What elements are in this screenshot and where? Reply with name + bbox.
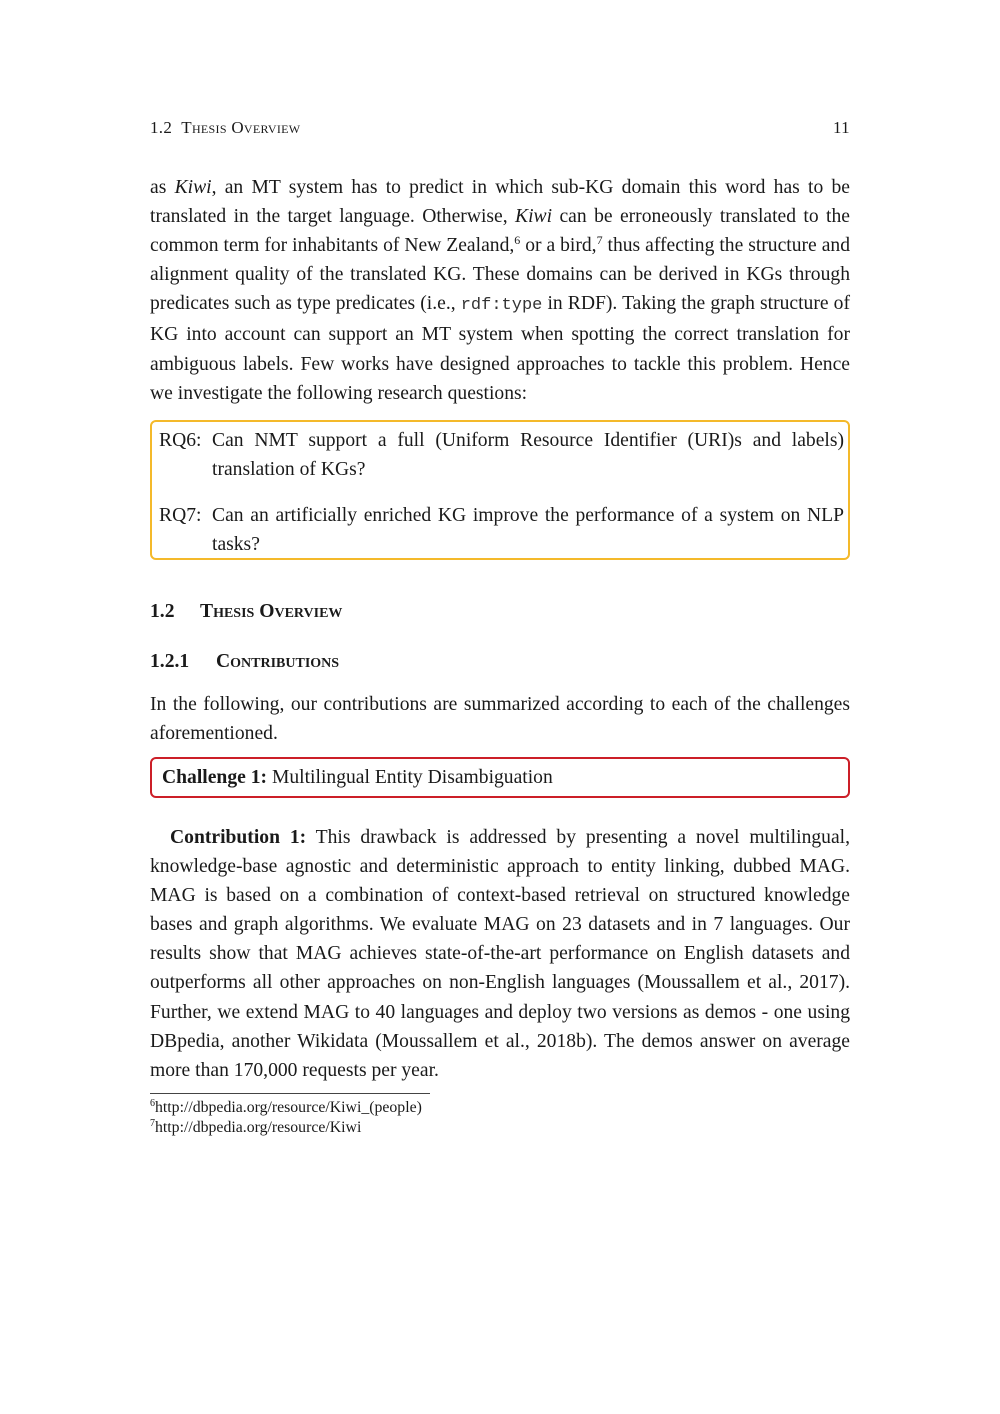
challenge-text: Multilingual Entity Disambiguation <box>271 767 553 788</box>
research-questions-box <box>150 420 850 560</box>
contributions-intro: In the following, our contributions are summarized according to each of the challenges aforementioned. <box>150 694 850 745</box>
running-head <box>150 118 850 140</box>
kiwi-term: Kiwi <box>515 206 553 228</box>
running-head-title: 1.2 Thesis Overview <box>150 118 301 137</box>
rq-text: Can NMT support a full (Uniform Resource Identifier (URI)s and labels) translation of KGs? <box>212 430 844 481</box>
rq-id: RQ6: <box>159 430 202 451</box>
contribution-text: This drawback is addressed by presenting a novel multilingual, knowledge-base agnostic and deterministic approach to entity linking, dubbed MAG. MAG is based on a combination of context-based retrieval on structured knowledge bases and graph algorithms. We evaluate MAG on 23 datasets and in 7 languages. Our results show that MAG achieves state-of-the-art performance on English datasets and outperforms all other approaches on non-English languages (Moussallem et al., 2017). Further, we extend MAG to 40 languages and deploy two versions as demos - one using DBpedia, another Wikidata (Moussallem et al., 2018b). The demos answer on average more than 170,000 requests per year. <box>150 827 850 1081</box>
intro-paragraph: as Kiwi, an MT system has to predict in which sub-KG domain this word has to be translated in the target language. Otherwise, Kiwi can be erroneously translated to the common term for inhabitants of New Zealand,$^6$ or a bird,$^7$ thus affecting the structure and alignment quality of the translated KG. These domains can be derived in KGs through predicates such as type predicates (i.e., rdf:type in RDF). Taking the graph structure of KG into account can support an MT system when spotting the correct translation for ambiguous labels. Few works have designed approaches to tackle this problem. Hence we investigate the following research questions: <box>150 177 850 404</box>
kiwi-term: Kiwi <box>174 177 212 198</box>
footnote-6: $^6$http://dbpedia.org/resource/Kiwi_(people) <box>150 1098 422 1116</box>
footnote-ref-6[interactable]: 6 <box>514 233 521 248</box>
contribution-label: Contribution 1: <box>170 827 307 848</box>
challenge-label: Challenge 1: <box>162 767 268 788</box>
challenge-box <box>150 757 850 798</box>
contribution-paragraph <box>150 823 850 1085</box>
footnote-rule <box>150 1093 430 1094</box>
footnote-link[interactable]: http://dbpedia.org/resource/Kiwi <box>155 1119 362 1136</box>
page-number: 11 <box>833 118 850 137</box>
footnote-link[interactable]: http://dbpedia.org/resource/Kiwi_(people) <box>155 1099 422 1116</box>
footnote-7: $^7$http://dbpedia.org/resource/Kiwi <box>150 1118 362 1136</box>
footnote-ref-7[interactable]: 7 <box>596 233 603 248</box>
rdf-type-code: rdf:type <box>460 296 543 316</box>
section-heading: 1.2 Thesis Overview <box>150 601 343 622</box>
subsection-heading: 1.2.1 Contributions <box>150 651 340 672</box>
rq-id: RQ7: <box>159 505 202 526</box>
rq-text: Can an artificially enriched KG improve the performance of a system on NLP tasks? <box>212 505 844 556</box>
